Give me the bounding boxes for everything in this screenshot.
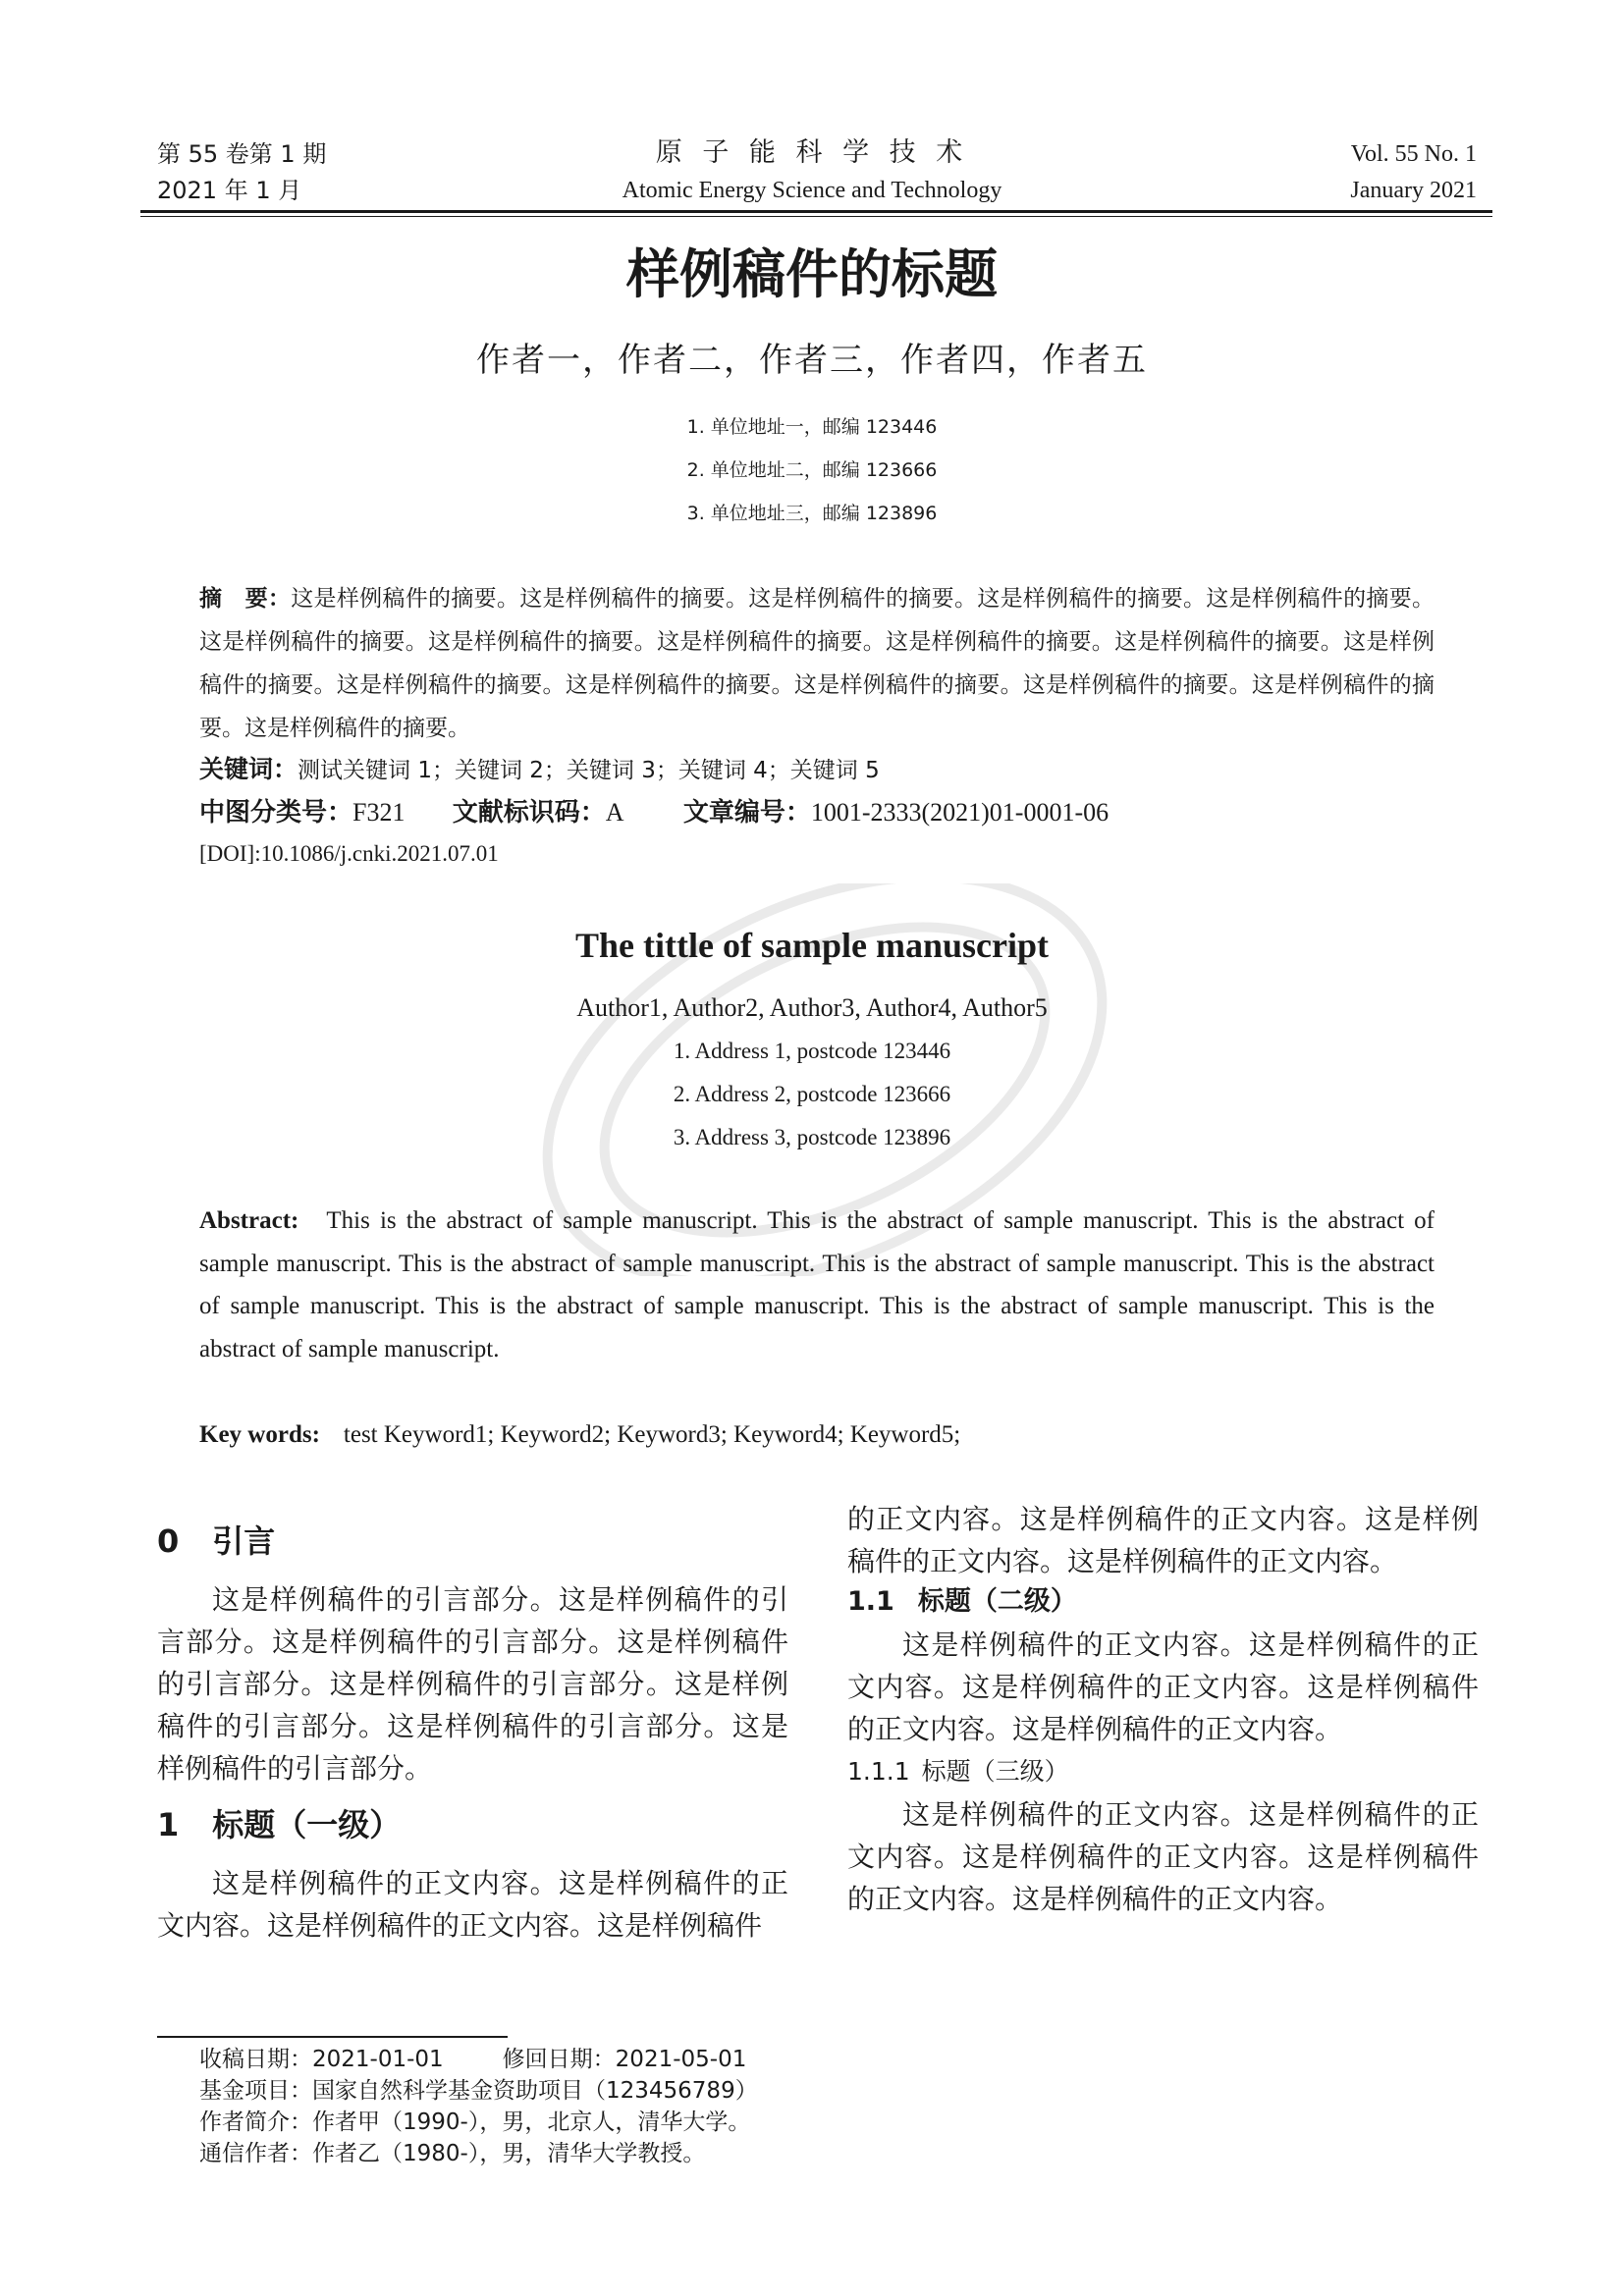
affiliation-cn-3: 3. 单位地址三，邮编 123896	[686, 503, 938, 524]
section-1-title: 标题（一级）	[212, 1806, 402, 1843]
header-vol-no: Vol. 55 No. 1	[1350, 141, 1477, 167]
abstract-en-label: Abstract:	[199, 1207, 299, 1234]
keywords-en-text: test Keyword1; Keyword2; Keyword3; Keyword4; Keyword5;	[343, 1421, 961, 1448]
classification-line	[199, 791, 1109, 834]
footnote-revised: 修回日期：2021-05-01	[502, 2047, 747, 2072]
header-rule-thin	[140, 216, 1492, 217]
section-1-number: 1	[157, 1806, 180, 1843]
footnote-fund: 基金项目：国家自然科学基金资助项目（123456789）	[199, 2078, 758, 2104]
keywords-cn-label: 关键词：	[199, 755, 298, 783]
abstract-cn-label: 摘 要：	[199, 586, 292, 612]
section-1-1-1-number: 1.1.1	[847, 1757, 910, 1786]
section-1-1-1-title: 标题（三级）	[921, 1757, 1069, 1786]
footnote-corresponding: 通信作者：作者乙（1980-），男，清华大学教授。	[199, 2141, 706, 2166]
affiliation-en-2: 2. Address 2, postcode 123666	[673, 1082, 951, 1106]
keywords-en	[199, 1414, 960, 1457]
doc-code-label: 文献标识码：	[452, 798, 606, 828]
affiliation-cn-2: 2. 单位地址二，邮编 123666	[686, 459, 938, 481]
affiliation-en-1: 1. Address 1, postcode 123446	[673, 1039, 951, 1063]
footnote-rule	[157, 2036, 508, 2038]
clc-value: F321	[352, 798, 406, 827]
keywords-cn-text: 测试关键词 1；关键词 2；关键词 3；关键词 4；关键词 5	[298, 758, 880, 783]
body-right-column	[847, 1498, 1479, 1920]
header-date: 2021 年 1 月	[157, 177, 302, 204]
journal-name-en: Atomic Energy Science and Technology	[622, 178, 1002, 203]
footnote-dates	[199, 2044, 887, 2075]
keywords-cn	[199, 748, 1435, 792]
section-1-1-number: 1.1	[847, 1586, 894, 1617]
paper-title-en: The tittle of sample manuscript	[575, 926, 1049, 965]
doc-code-value: A	[605, 798, 624, 827]
affiliation-cn-1: 1. 单位地址一，邮编 123446	[686, 416, 938, 438]
section-0-heading	[157, 1520, 788, 1563]
section-1-1-1-heading	[847, 1750, 1479, 1793]
header-month-year: January 2021	[1350, 178, 1477, 203]
abstract-en	[199, 1200, 1435, 1370]
abstract-cn	[199, 577, 1435, 750]
section-0-title: 引言	[212, 1522, 276, 1560]
body-left-column	[157, 1520, 788, 1947]
section-0-paragraph: 这是样例稿件的引言部分。这是样例稿件的引言部分。这是样例稿件的引言部分。这是样例稿件的引言部分。这是样例稿件的引言部分。这是样例稿件的引言部分。这是样例稿件的引言部分。这是样例稿件的引言部分。	[157, 1583, 788, 1785]
affiliation-en-3: 3. Address 3, postcode 123896	[673, 1125, 951, 1149]
keywords-en-label: Key words:	[199, 1421, 320, 1448]
footnote-received: 收稿日期：2021-01-01	[199, 2047, 444, 2072]
header-rule-thick	[140, 210, 1492, 213]
footnote-author-bio: 作者简介：作者甲（1990-），男，北京人，清华大学。	[199, 2109, 751, 2135]
section-0-number: 0	[157, 1522, 180, 1560]
authors-cn: 作者一，作者二，作者三，作者四，作者五	[476, 341, 1148, 380]
doi: [DOI]:10.1086/j.cnki.2021.07.01	[199, 841, 499, 866]
article-no-label: 文章编号：	[682, 798, 811, 828]
journal-name-cn: 原 子 能 科 学 技 术	[655, 137, 969, 168]
section-1-1-title: 标题（二级）	[917, 1586, 1077, 1617]
authors-en: Author1, Author2, Author3, Author4, Author5	[576, 993, 1048, 1022]
paper-title-cn: 样例稿件的标题	[626, 243, 998, 305]
section-1-paragraph-continued: 的正文内容。这是样例稿件的正文内容。这是样例稿件的正文内容。这是样例稿件的正文内容。	[847, 1503, 1479, 1577]
section-1-heading	[157, 1803, 788, 1846]
section-1-paragraph: 这是样例稿件的正文内容。这是样例稿件的正文内容。这是样例稿件的正文内容。这是样例稿件	[157, 1867, 788, 1942]
section-1-1-1-paragraph: 这是样例稿件的正文内容。这是样例稿件的正文内容。这是样例稿件的正文内容。这是样例稿件的正文内容。这是样例稿件的正文内容。	[847, 1798, 1479, 1915]
abstract-cn-text: 这是样例稿件的摘要。这是样例稿件的摘要。这是样例稿件的摘要。这是样例稿件的摘要。这是样例稿件的摘要。这是样例稿件的摘要。这是样例稿件的摘要。这是样例稿件的摘要。这是样例稿件的摘要。这是样例稿件的摘要。这是样例稿件的摘要。这是样例稿件的摘要。这是样例稿件的摘要。这是样例稿件的摘要。这是样例稿件的摘要。这是样例稿件的摘要。这是样例稿件的摘要。	[199, 586, 1435, 741]
clc-label: 中图分类号：	[199, 798, 353, 828]
article-no-value: 1001-2333(2021)01-0001-06	[810, 798, 1110, 827]
header-volume: 第 55 卷第 1 期	[157, 140, 327, 168]
section-1-1-heading	[847, 1580, 1479, 1624]
footnote	[199, 2044, 887, 2169]
abstract-en-text: This is the abstract of sample manuscript. This is the abstract of sample manuscript. This is the abstract of sample manuscript. This is the abstract of sample manuscript. This is the abstract of sample manuscript. This is the abstract of sample manuscript. This is the abstract of sample manuscript. This is the abstract of sample manuscript. This is the abstract of sample manuscript.	[199, 1207, 1435, 1362]
section-1-1-paragraph: 这是样例稿件的正文内容。这是样例稿件的正文内容。这是样例稿件的正文内容。这是样例稿件的正文内容。这是样例稿件的正文内容。	[847, 1629, 1479, 1745]
